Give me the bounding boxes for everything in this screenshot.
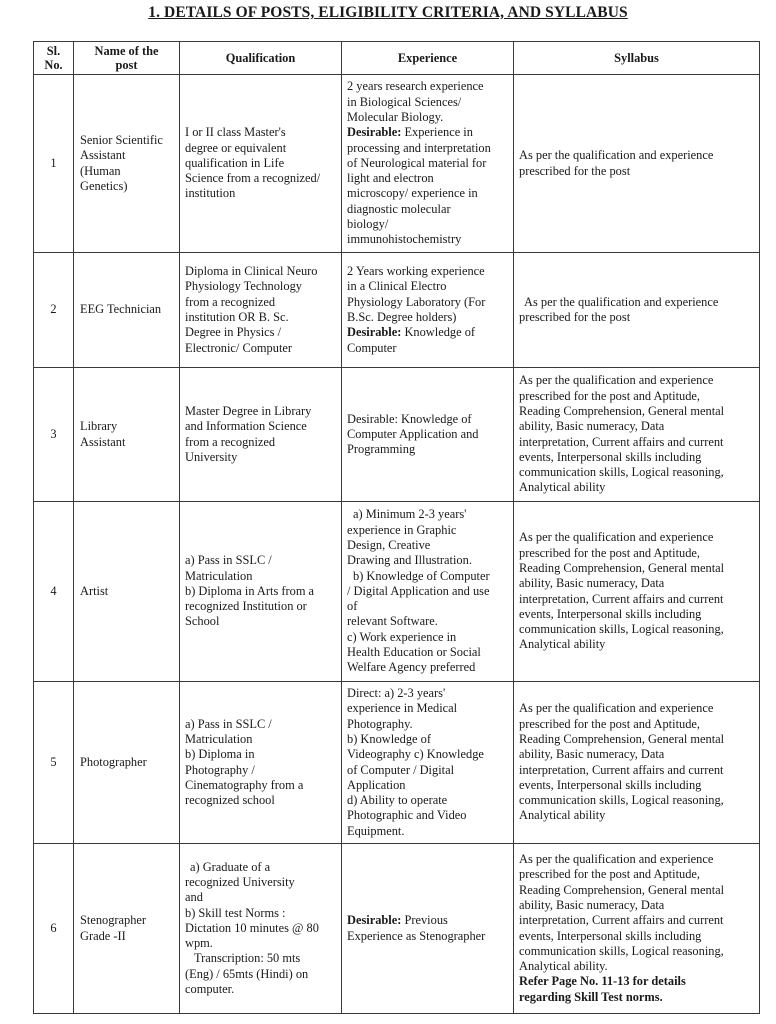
experience-cell: Desirable: Knowledge of Computer Application and Programming (342, 368, 514, 502)
syllabus-cell: As per the qualification and experience prescribed for the post and Aptitude, Reading Comprehension, General mental ability, Basic numeracy, Data interpretation, Current affairs and current events, Interpersonal skills including communication skills, Logical reasoning, Analytical ability (514, 502, 760, 682)
qualification-cell: I or II class Master's degree or equivalent qualification in Life Science from a recognized/ institution (180, 75, 342, 253)
header-syllabus: Syllabus (514, 42, 760, 75)
syllabus-cell: As per the qualification and experience prescribed for the post and Aptitude, Reading Comprehension, General mental ability, Basic numeracy, Data interpretation, Current affairs and current events, Interpersonal skills including communication skills, Logical reasoning, Analytical ability (514, 368, 760, 502)
skill-test-note: regarding Skill Test norms. (519, 989, 663, 1004)
row-number: 1 (34, 75, 74, 253)
table-row (34, 368, 760, 502)
syllabus-cell: As per the qualification and experience prescribed for the post (514, 75, 760, 253)
qualification-cell: a) Pass in SSLC / Matriculation b) Diploma in Photography / Cinematography from a recognized school (180, 682, 342, 844)
table-row (34, 502, 760, 682)
experience-cell: Direct: a) 2-3 years' experience in Medical Photography. b) Knowledge of Videography c) Knowledge of Computer / Digital Application d) Ability to operate Photographic and Video Equipment. (342, 682, 514, 844)
header-experience: Experience (342, 42, 514, 75)
post-name: Senior Scientific Assistant (Human Genetics) (74, 75, 180, 253)
experience-cell: Desirable: Previous Experience as Stenographer (342, 844, 514, 1014)
post-name: Stenographer Grade -II (74, 844, 180, 1014)
qualification-cell: Master Degree in Library and Information Science from a recognized University (180, 368, 342, 502)
row-number: 2 (34, 253, 74, 368)
posts-table (33, 41, 760, 1014)
header-post-name: Name of the post (74, 42, 180, 75)
skill-test-note: Refer Page No. 11-13 for details (519, 974, 686, 989)
qualification-cell: a) Pass in SSLC / Matriculation b) Diploma in Arts from a recognized Institution or School (180, 502, 342, 682)
table-row (34, 75, 760, 253)
qualification-cell: Diploma in Clinical Neuro Physiology Technology from a recognized institution OR B. Sc. Degree in Physics / Electronic/ Computer (180, 253, 342, 368)
experience-cell: 2 years research experience in Biological Sciences/ Molecular Biology. Desirable: Experience in processing and interpretation of Neurological material for light and electron microscopy/ experience in diagnostic molecular biology/ immunohistochemistry (342, 75, 514, 253)
qualification-cell: a) Graduate of a recognized University and b) Skill test Norms : Dictation 10 minutes @ 80 wpm. Transcription: 50 mts (Eng) / 65mts (Hindi) on computer. (180, 844, 342, 1014)
table-row (34, 682, 760, 844)
header-sl-no: Sl. No. (34, 42, 74, 75)
syllabus-cell: As per the qualification and experience prescribed for the post and Aptitude, Reading Comprehension, General mental ability, Basic numeracy, Data interpretation, Current affairs and current events, Interpersonal skills including communication skills, Logical reasoning, Analytical ability. Refer Page No. 11-13 for details regarding Skill Test norms. (514, 844, 760, 1014)
table-row (34, 844, 760, 1014)
row-number: 4 (34, 502, 74, 682)
table-row (34, 253, 760, 368)
row-number: 5 (34, 682, 74, 844)
post-name: EEG Technician (74, 253, 180, 368)
experience-cell: 2 Years working experience in a Clinical Electro Physiology Laboratory (For B.Sc. Degree holders) Desirable: Knowledge of Computer (342, 253, 514, 368)
row-number: 6 (34, 844, 74, 1014)
header-qualification: Qualification (180, 42, 342, 75)
row-number: 3 (34, 368, 74, 502)
post-name: Library Assistant (74, 368, 180, 502)
experience-cell: a) Minimum 2-3 years' experience in Graphic Design, Creative Drawing and Illustration. b) Knowledge of Computer / Digital Application and use of relevant Software. c) Work experience in Health Education or Social Welfare Agency preferred (342, 502, 514, 682)
post-name: Photographer (74, 682, 180, 844)
table-header-row (34, 42, 760, 75)
syllabus-cell: As per the qualification and experience prescribed for the post and Aptitude, Reading Comprehension, General mental ability, Basic numeracy, Data interpretation, Current affairs and current events, Interpersonal skills including communication skills, Logical reasoning, Analytical ability (514, 682, 760, 844)
post-name: Artist (74, 502, 180, 682)
page-title: 1. DETAILS OF POSTS, ELIGIBILITY CRITERIA, AND SYLLABUS (148, 4, 628, 21)
syllabus-cell: As per the qualification and experience prescribed for the post (514, 253, 760, 368)
